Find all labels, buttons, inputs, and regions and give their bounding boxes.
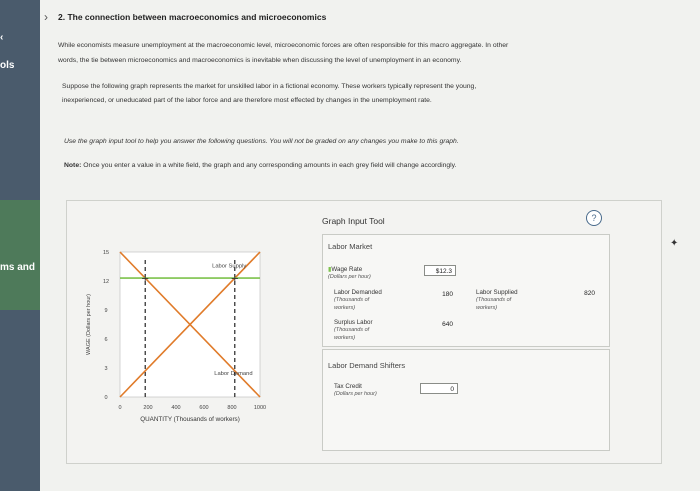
rail-label-tools[interactable]: ols <box>0 60 15 71</box>
y-axis-label: WAGE (Dollars per hour) <box>86 294 92 355</box>
y-tick-label: 12 <box>102 279 110 285</box>
wage-rate-input[interactable]: $12.3 <box>424 265 456 276</box>
wage-rate-label: ▮Wage Rate (Dollars per hour) <box>328 266 371 280</box>
x-tick-label: 1000 <box>253 405 267 411</box>
y-tick-label: 15 <box>102 250 110 256</box>
mouse-pointer-icon: ✦ <box>670 238 679 249</box>
x-tick-label: 0 <box>118 405 122 411</box>
labor-demand-shifters-title: Labor Demand Shifters <box>328 361 406 370</box>
y-tick-label: 3 <box>104 366 108 372</box>
curve-intersection-marker: + <box>141 273 150 285</box>
note-text: Once you enter a value in a white field, the graph and any corresponding amounts in each grey field will change accordingly. <box>83 162 457 169</box>
question-title: 2. The connection between macroeconomics and microeconomics <box>58 12 327 22</box>
labor-supplied-value: 820 <box>584 290 595 297</box>
rail-active-item[interactable] <box>0 200 40 310</box>
x-tick-label: 200 <box>143 405 153 411</box>
labor-market-title: Labor Market <box>328 242 373 251</box>
note-label: Note: <box>64 162 82 169</box>
series-label: Labor Demand <box>214 370 253 377</box>
curve-intersection-marker: + <box>230 273 239 285</box>
surplus-labor-value: 640 <box>442 321 453 328</box>
help-icon[interactable]: ? <box>586 210 602 226</box>
left-rail <box>0 0 40 491</box>
rail-label-terms[interactable]: ms and <box>0 262 36 273</box>
x-tick-label: 400 <box>171 405 181 411</box>
labor-market-chart[interactable] <box>80 232 300 432</box>
x-tick-label: 600 <box>199 405 209 411</box>
surplus-labor-label: Surplus Labor (Thousands of workers) <box>334 319 373 341</box>
graph-tool-title: Graph Input Tool <box>322 216 385 226</box>
series-label: Labor Supply <box>212 263 247 270</box>
instructions: Use the graph input tool to help you answer the following questions. You will not be graded on any changes you make to this graph. <box>64 138 459 145</box>
paragraph-1-line-2: words, the tie between microeconomics and macroeconomics is inevitable when discussing the level of unemployment in an economy. <box>58 57 462 64</box>
labor-demanded-value: 180 <box>442 291 453 298</box>
note <box>64 160 456 173</box>
x-tick-label: 800 <box>227 405 237 411</box>
labor-demanded-label: Labor Demanded (Thousands of workers) <box>334 289 382 311</box>
tax-credit-label: Tax Credit (Dollars per hour) <box>334 383 377 397</box>
tax-credit-input[interactable]: 0 <box>420 383 458 394</box>
y-tick-label: 6 <box>104 337 108 343</box>
labor-supplied-label: Labor Supplied (Thousands of workers) <box>476 289 518 311</box>
x-axis-label: QUANTITY (Thousands of workers) <box>140 416 240 423</box>
y-tick-label: 9 <box>104 308 108 314</box>
paragraph-2-line-1: Suppose the following graph represents the market for unskilled labor in a fictional economy. These workers typically represent the young, <box>62 83 477 90</box>
paragraph-1-line-1: While economists measure unemployment at the macroeconomic level, microeconomic forces are often responsible for this macro aggregate. In other <box>58 42 509 49</box>
chevron-right-icon[interactable]: › <box>44 10 48 24</box>
rail-arrow[interactable]: ‹ <box>0 32 4 43</box>
paragraph-2-line-2: inexperienced, or uneducated part of the labor force and are therefore most effected by changes in the unemployment rate. <box>62 97 432 104</box>
y-tick-label: 0 <box>104 395 108 401</box>
